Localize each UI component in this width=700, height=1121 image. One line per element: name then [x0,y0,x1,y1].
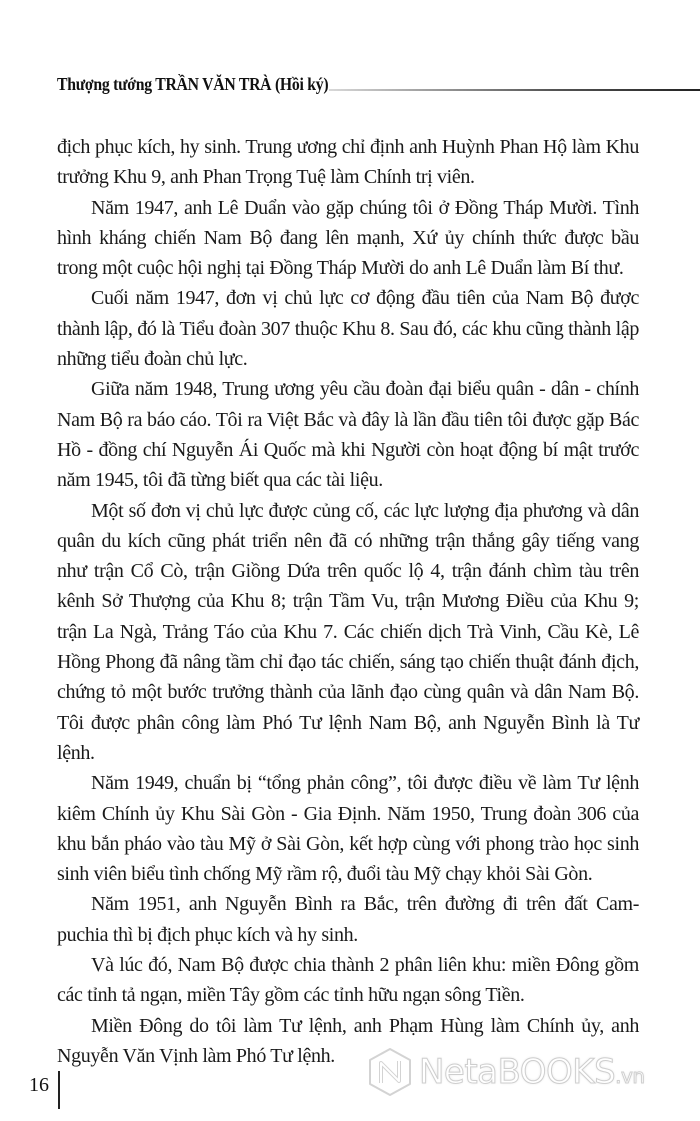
page-number: 16 [29,1074,49,1096]
watermark-brand: NetaBOOKS [419,1052,616,1092]
paragraph: Miền Đông do tôi làm Tư lệnh, anh Phạm Hùng làm Chính ủy, anh Nguyễn Văn Vịnh làm Phó Tư lệnh. [57,1014,639,1067]
paragraph: Cuối năm 1947, đơn vị chủ lực cơ động đầu tiên của Nam Bộ được thành lập, đó là Tiểu đoàn 307 thuộc Khu 8. Sau đó, các khu cũng thành lập những tiểu đoàn chủ lực. [57,287,639,371]
running-header [57,64,700,94]
paragraph: Một số đơn vị chủ lực được củng cố, các lực lượng địa phương và dân quân du kích cũng phát triển nên đã có những trận thắng gây tiếng vang như trận Cổ Cò, trận Giồng Dứa trên quốc lộ 4, trận đánh chìm tàu trên kênh Sở Thượng của Khu 8; trận Tầm Vu, trận Mương Điều của Khu 9; trận La Ngà, Trảng Táo của Khu 7. Các chiến dịch Trà Vinh, Cầu Kè, Lê Hồng Phong đã nâng tầm chỉ đạo tác chiến, sáng tạo chiến thuật đánh địch, chứng tỏ một bước trưởng thành của lãnh đạo cùng quân và dân Nam Bộ. Tôi được phân công làm Phó Tư lệnh Nam Bộ, anh Nguyễn Bình là Tư lệnh. [57,499,639,764]
paragraph: Năm 1951, anh Nguyễn Bình ra Bắc, trên đường đi trên đất Cam-puchia thì bị địch phục kích và hy sinh. [57,893,639,946]
paragraph: Năm 1949, chuẩn bị “tổng phản công”, tôi được điều về làm Tư lệnh kiêm Chính ủy Khu Sài Gòn - Gia Định. Năm 1950, Trung đoàn 306 của khu bắn pháo vào tàu Mỹ ở Sài Gòn, kết hợp cùng với phong trào học sinh sinh viên biểu tình chống Mỹ rầm rộ, đuổi tàu Mỹ chạy khỏi Sài Gòn. [57,772,639,886]
paragraph: Năm 1947, anh Lê Duẩn vào gặp chúng tôi ở Đồng Tháp Mười. Tình hình kháng chiến Nam Bộ đang lên mạnh, Xứ ủy chính thức được bầu trong một cuộc hội nghị tại Đồng Tháp Mười do anh Lê Duẩn làm Bí thư. [57,196,639,280]
running-header-title: Thượng tướng TRẦN VĂN TRÀ (Hồi ký) [57,74,329,94]
header-rule [329,89,700,91]
watermark-text [419,1052,645,1092]
paragraph: địch phục kích, hy sinh. Trung ương chỉ định anh Huỳnh Phan Hộ làm Khu trưởng Khu 9, anh Phan Trọng Tuệ làm Chính trị viên. [57,136,639,189]
page-number-divider [58,1071,60,1109]
body-text [57,132,639,1071]
paragraph: Và lúc đó, Nam Bộ được chia thành 2 phân liên khu: miền Đông gồm các tỉnh tả ngạn, miền Tây gồm các tỉnh hữu ngạn sông Tiền. [57,954,639,1007]
watermark [367,1047,645,1097]
watermark-suffix: .vn [615,1064,645,1088]
paragraph: Giữa năm 1948, Trung ương yêu cầu đoàn đại biểu quân - dân - chính Nam Bộ ra báo cáo. Tôi ra Việt Bắc và đây là lần đầu tiên tôi được gặp Bác Hồ - đồng chí Nguyễn Ái Quốc mà khi Người còn hoạt động bí mật trước năm 1945, tôi đã từng biết qua các tài liệu. [57,378,639,492]
netabooks-logo-icon [367,1047,413,1097]
